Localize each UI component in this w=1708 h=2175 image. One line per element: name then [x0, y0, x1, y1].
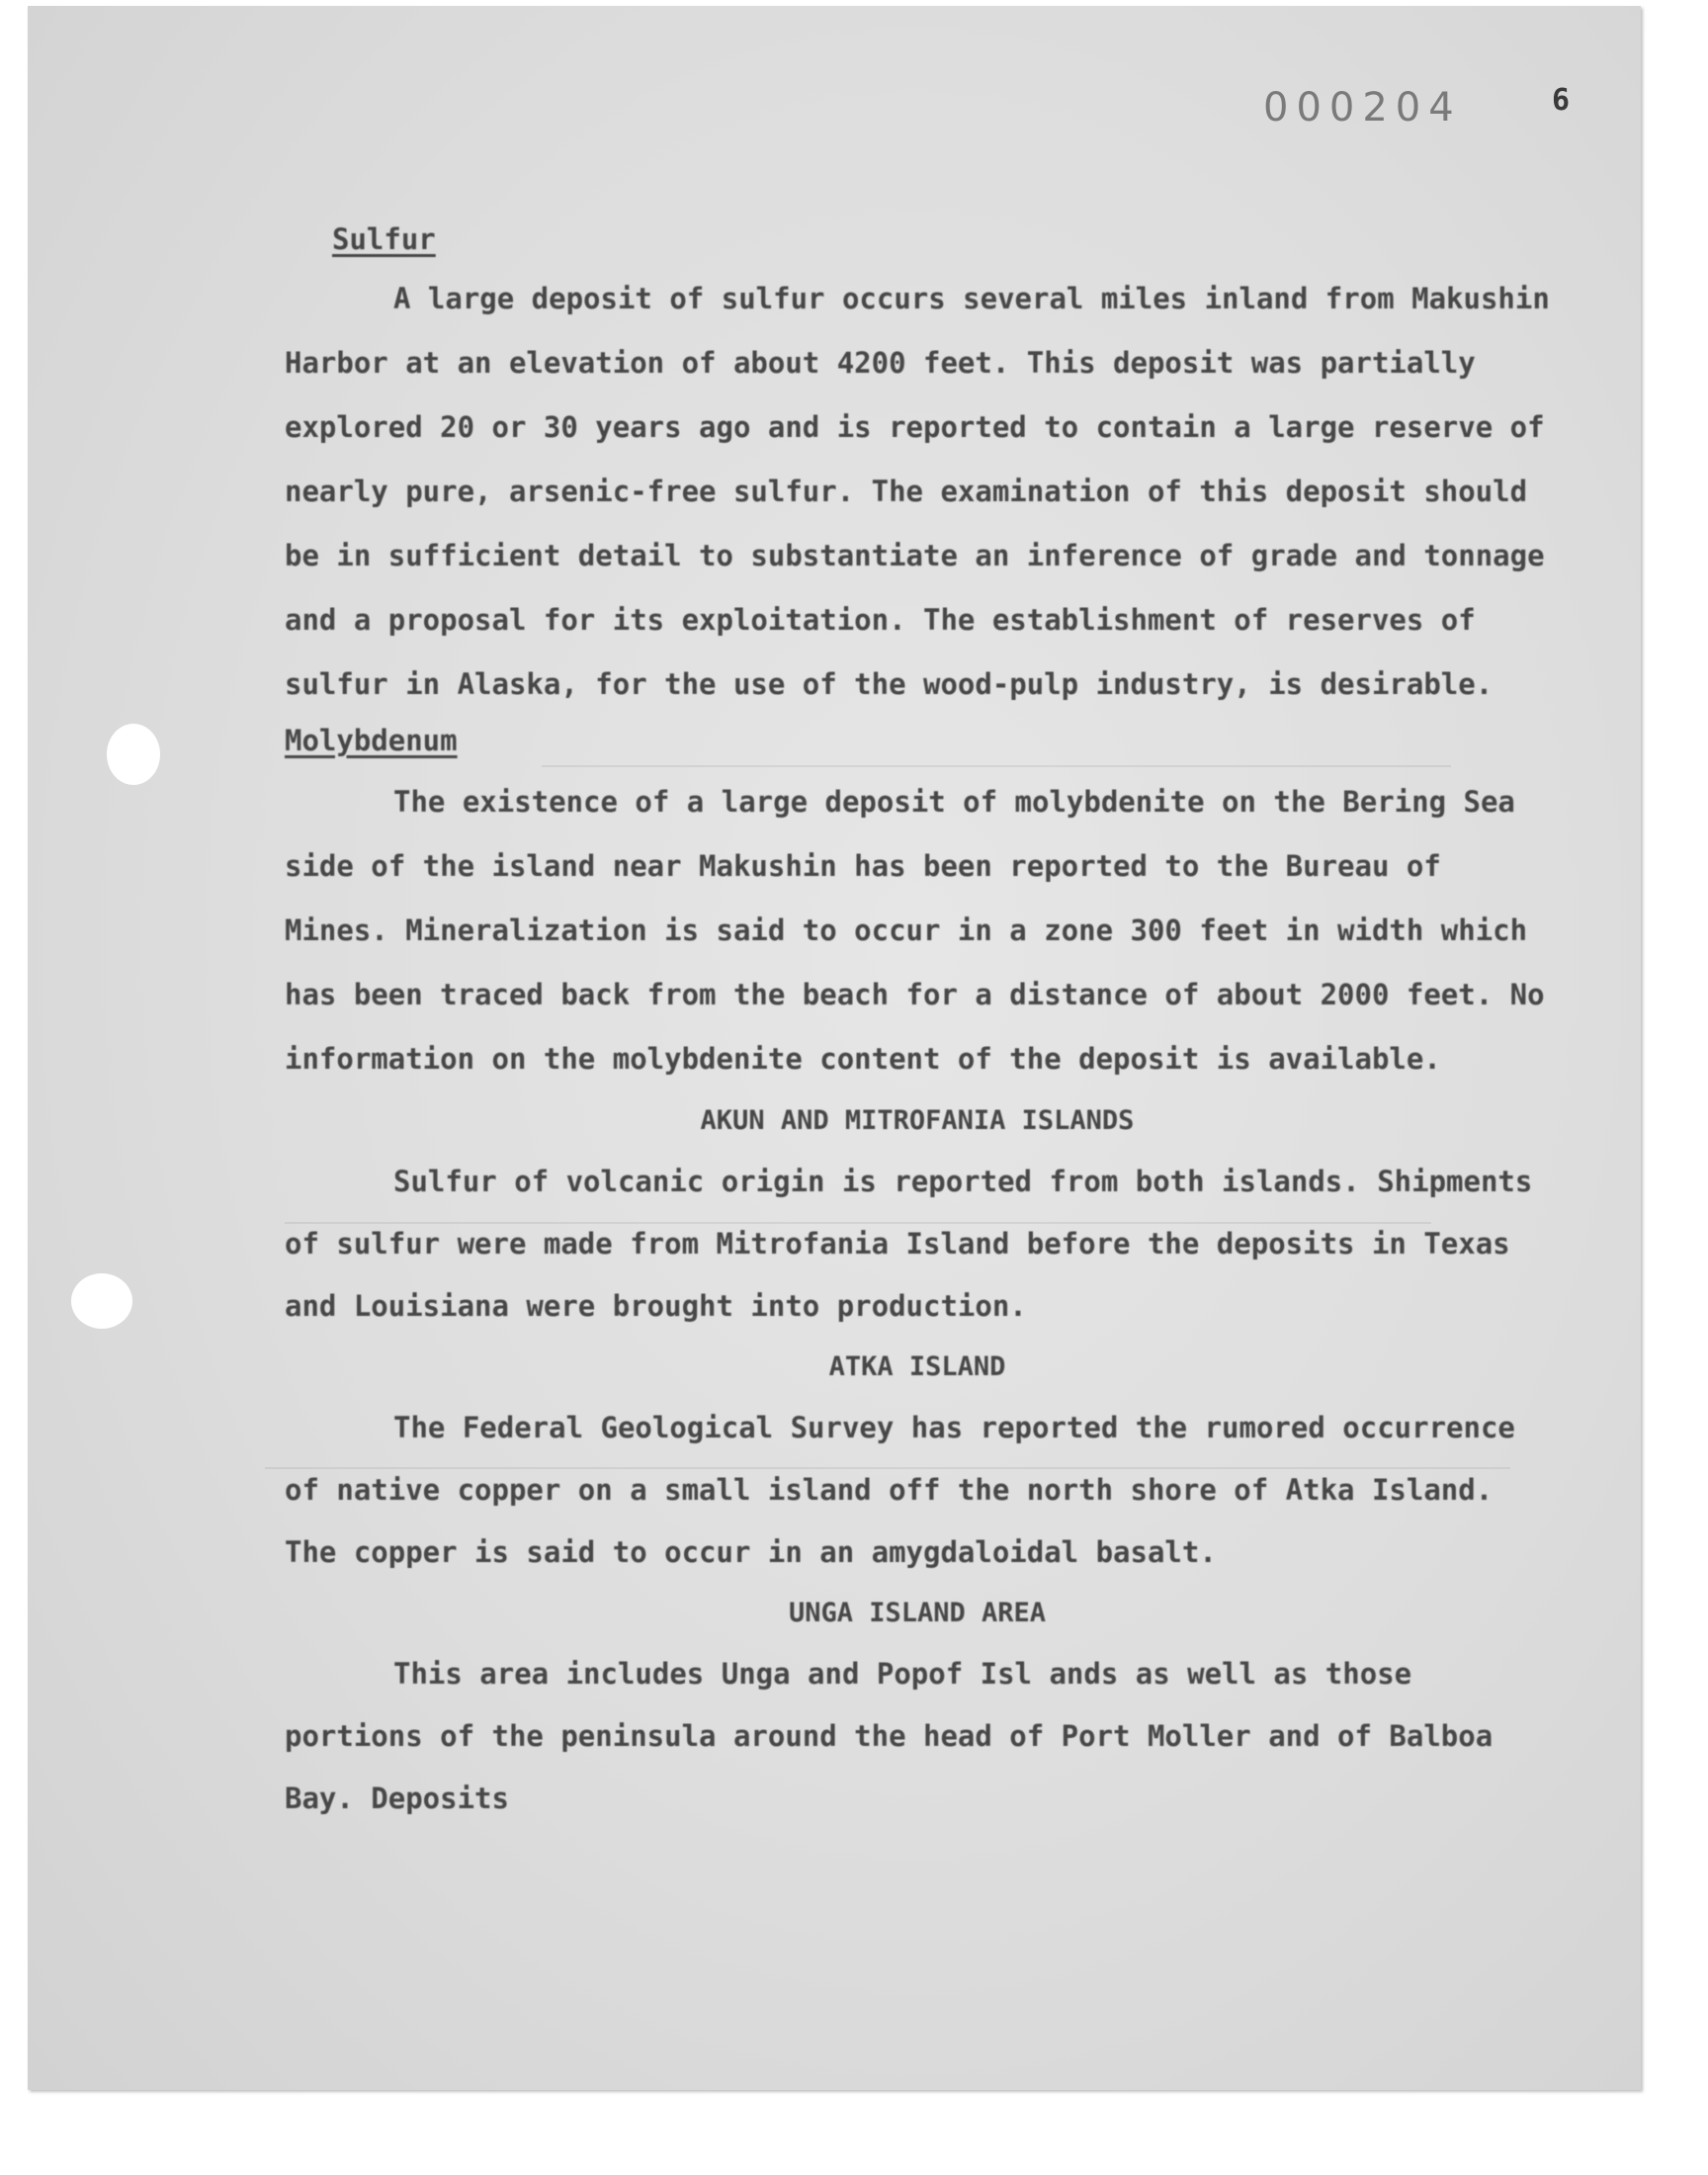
section-heading-atka: ATKA ISLAND [828, 1351, 1006, 1382]
section-heading-sulfur: Sulfur [332, 222, 436, 256]
section-heading-akun-mitrofania: AKUN AND MITROFANIA ISLANDS [700, 1105, 1135, 1136]
section-heading-molybdenum: Molybdenum [285, 724, 458, 757]
document-body [285, 216, 1550, 1830]
punch-hole-lower [71, 1273, 132, 1329]
paragraph-sulfur: A large deposit of sulfur occurs several miles inland from Makushin Harbor at an elevation of about 4200 feet. This deposit was partially explored 20 or 30 years ago and is reported to contain a large reserve of nearly pure, arsenic-free sulfur. The examination of this deposit should be in sufficient detail to substantiate an inference of grade and tonnage and a proposal for its exploitation. The establishment of reserves of sulfur in Alaska, for the use of the wood-pulp industry, is desirable. [285, 282, 1550, 701]
section-heading-unga: UNGA ISLAND AREA [788, 1598, 1047, 1628]
paragraph-akun-mitrofania: Sulfur of volcanic origin is reported from both islands. Shipments of sulfur were made from Mitrofania Island before the deposits in Texas and Louisiana were brought into production. [285, 1165, 1533, 1323]
punch-hole-upper [107, 724, 160, 785]
document-page [28, 6, 1641, 2090]
paragraph-molybdenum: The existence of a large deposit of molybdenite on the Bering Sea side of the island near Makushin has been reported to the Bureau of Mines. Mineralization is said to occur in a zone 300 feet in width which has been traced back from the beach for a distance of about 2000 feet. No information on the molybdenite content of the deposit is available. [285, 785, 1545, 1076]
paragraph-unga: This area includes Unga and Popof Isl ands as well as those portions of the peninsula around the head of Port Moller and of Balboa Bay. Deposits [285, 1657, 1494, 1815]
paragraph-atka: The Federal Geological Survey has reported the rumored occurrence of native copper on a small island off the north shore of Atka Island. The copper is said to occur in an amygdaloidal basalt. [285, 1411, 1515, 1569]
document-stamp-number: 000204 [1263, 85, 1462, 130]
page-number: 6 [1552, 83, 1571, 118]
